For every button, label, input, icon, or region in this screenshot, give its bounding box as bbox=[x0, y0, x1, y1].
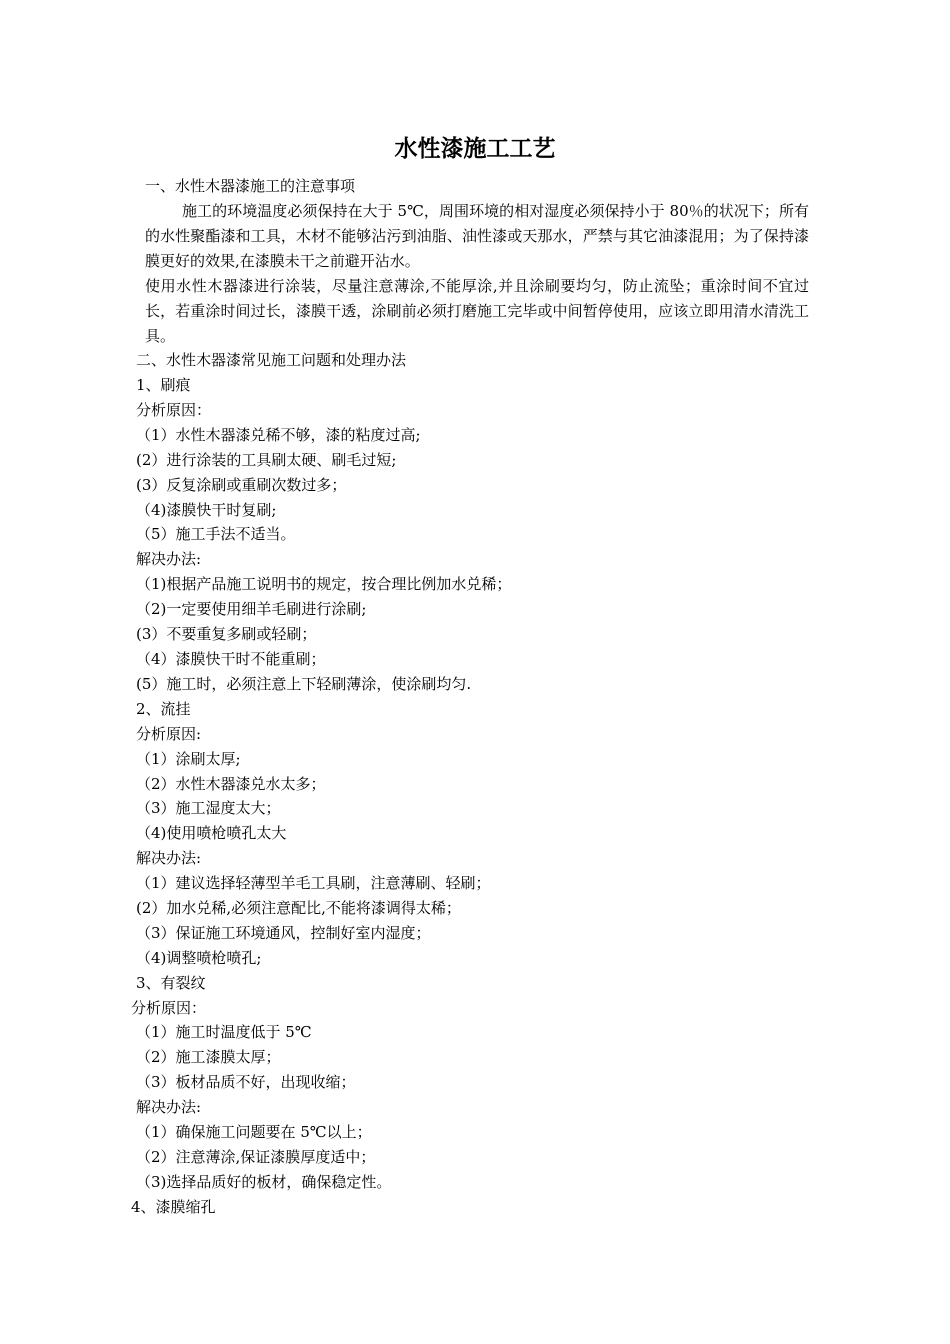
list-item: (3）反复涂刷或重刷次数过多； bbox=[136, 476, 347, 494]
analysis-label: 分析原因： bbox=[136, 401, 212, 419]
section2-heading: 二、水性木器漆常见施工问题和处理办法 bbox=[136, 351, 407, 369]
solution-label: 解决办法: bbox=[136, 1098, 202, 1116]
list-item: (2）加水兑稀,必须注意配比,不能将漆调得太稀； bbox=[136, 899, 461, 917]
list-item: （4)漆膜快干时复刷; bbox=[136, 501, 277, 519]
analysis-label: 分析原因： bbox=[131, 999, 207, 1017]
subheading-sagging: 2、流挂 bbox=[136, 700, 191, 718]
list-item: （4)使用喷枪喷孔太大 bbox=[136, 824, 287, 842]
list-item: （2）注意薄涂,保证漆膜厚度适中； bbox=[136, 1148, 376, 1166]
list-item: （1)根据产品施工说明书的规定，按合理比例加水兑稀； bbox=[136, 575, 512, 593]
list-item: （5）施工手法不适当。 bbox=[136, 525, 296, 543]
list-item: （1）建议选择轻薄型羊毛工具刷，注意薄刷、轻刷； bbox=[136, 874, 491, 892]
list-item: （4）漆膜快干时不能重刷； bbox=[136, 650, 326, 668]
subheading-cracks: 3、有裂纹 bbox=[136, 974, 206, 992]
list-item: （1）涂刷太厚; bbox=[136, 750, 241, 768]
list-item: (2）进行涂装的工具刷太硬、刷毛过短; bbox=[136, 451, 397, 469]
document-title: 水性漆施工工艺 bbox=[394, 136, 556, 162]
solution-label: 解决办法: bbox=[136, 550, 202, 568]
list-item: (3）不要重复多刷或轻刷； bbox=[136, 625, 317, 643]
list-item: (5）施工时，必须注意上下轻刷薄涂，使涂刷均匀. bbox=[136, 675, 472, 693]
section1-paragraph1: 施工的环境温度必须保持在大于 5℃，周围环境的相对湿度必须保持小于 80％的状况下；所有的水性聚酯漆和工具，木材不能够沾污到油脂、油性漆或天那水，严禁与其它油漆混用；为了保持漆膜更好的效果,在漆膜未干之前避开沾水。 bbox=[145, 202, 809, 270]
analysis-label: 分析原因: bbox=[136, 725, 202, 743]
list-item: （3）保证施工环境通风，控制好室内湿度； bbox=[136, 924, 431, 942]
list-item: （2）水性木器漆兑水太多； bbox=[136, 775, 326, 793]
section1-paragraph2: 使用水性木器漆进行涂装，尽量注意薄涂,不能厚涂,并且涂刷要均匀，防止流坠；重涂时间不宜过长，若重涂时间过长，漆膜干透，涂刷前必须打磨施工完毕或中间暂停使用，应该立即用清水清洗工具。 bbox=[145, 277, 809, 345]
subheading-shrink-holes: 4、漆膜缩孔 bbox=[131, 1198, 216, 1216]
list-item: （4)调整喷枪喷孔; bbox=[136, 949, 262, 967]
section1-heading: 一、水性木器漆施工的注意事项 bbox=[145, 177, 356, 195]
list-item: （1）施工时温度低于 5℃ bbox=[136, 1023, 312, 1041]
subheading-brush-marks: 1、刷痕 bbox=[136, 376, 191, 394]
list-item: （3)选择品质好的板材，确保稳定性。 bbox=[136, 1173, 392, 1191]
list-item: （3）施工湿度太大； bbox=[136, 799, 281, 817]
list-item: （1）水性木器漆兑稀不够，漆的粘度过高; bbox=[136, 426, 421, 444]
solution-label: 解决办法: bbox=[136, 849, 202, 867]
list-item: （2）施工漆膜太厚； bbox=[136, 1048, 281, 1066]
list-item: （3）板材品质不好，出现收缩； bbox=[136, 1073, 356, 1091]
list-item: （1）确保施工问题要在 5℃以上； bbox=[136, 1123, 372, 1141]
list-item: （2)一定要使用细羊毛刷进行涂刷; bbox=[136, 600, 367, 618]
